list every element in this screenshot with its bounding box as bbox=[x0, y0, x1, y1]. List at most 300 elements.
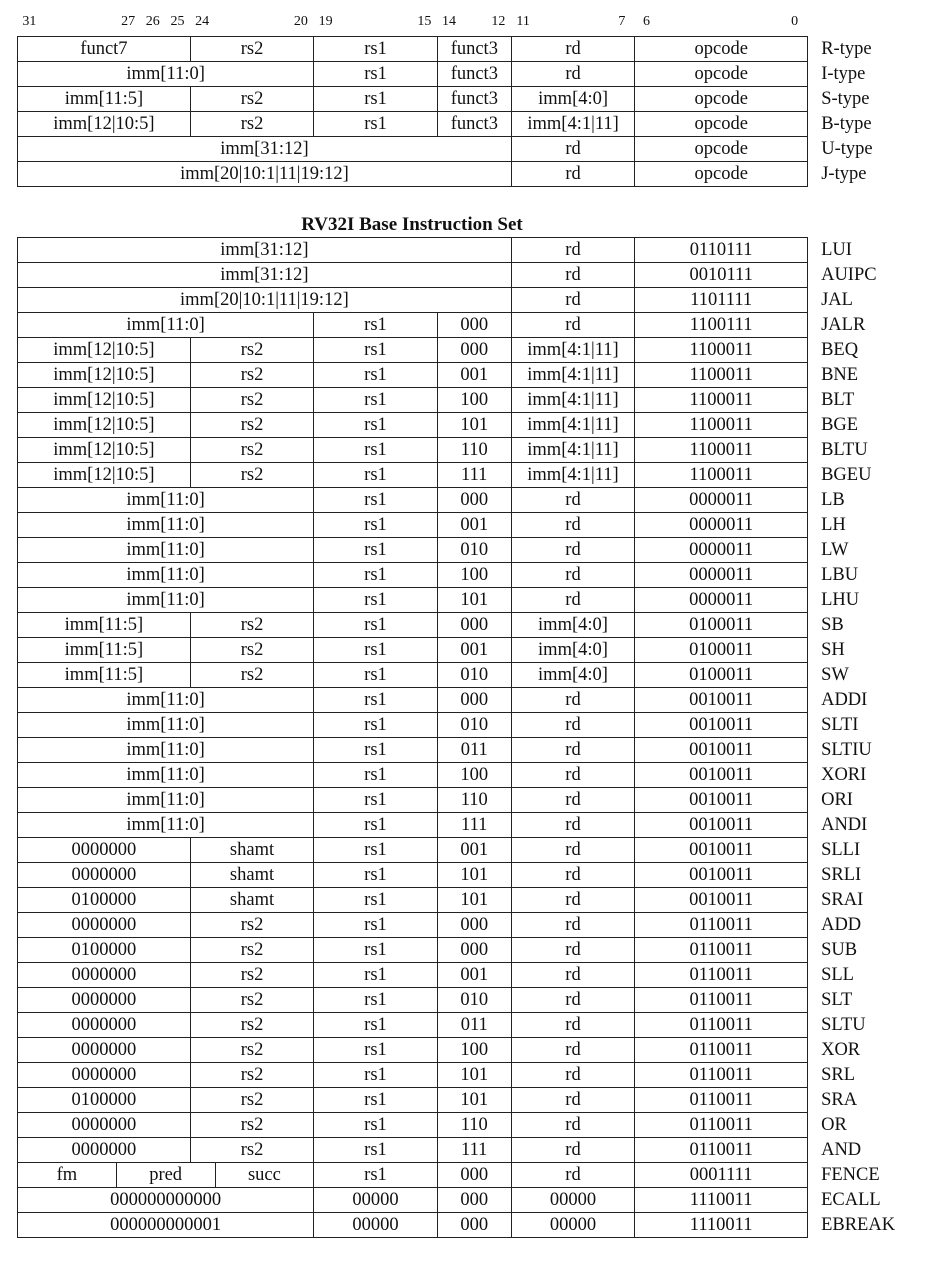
field-cell: rd bbox=[511, 288, 634, 313]
instruction-name: ANDI bbox=[821, 815, 868, 835]
instruction-name: ORI bbox=[821, 790, 853, 810]
field-cell: 000000000001 bbox=[18, 1213, 314, 1238]
field-cell: imm[12|10:5] bbox=[18, 112, 191, 137]
instruction-name: OR bbox=[821, 1115, 847, 1135]
field-cell: 011 bbox=[437, 738, 511, 763]
field-cell: 0110011 bbox=[635, 988, 808, 1013]
bit-position-label: 25 bbox=[170, 14, 185, 29]
format-label: B-type bbox=[821, 114, 872, 134]
format-row bbox=[18, 112, 918, 137]
field-cell: rs2 bbox=[190, 1088, 313, 1113]
instruction-name: SLTIU bbox=[821, 740, 872, 760]
field-cell: imm[11:0] bbox=[18, 488, 314, 513]
field-cell: 0110011 bbox=[635, 1063, 808, 1088]
field-cell: funct3 bbox=[437, 87, 511, 112]
field-cell: 0000011 bbox=[635, 538, 808, 563]
section-title: RV32I Base Instruction Set bbox=[301, 214, 523, 235]
field-cell: shamt bbox=[190, 888, 313, 913]
field-cell: imm[12|10:5] bbox=[18, 388, 191, 413]
field-cell: 010 bbox=[437, 663, 511, 688]
field-cell: rd bbox=[511, 838, 634, 863]
field-cell: imm[11:5] bbox=[18, 663, 191, 688]
instruction-name: BGEU bbox=[821, 465, 872, 485]
instruction-name: LH bbox=[821, 515, 846, 535]
field-cell: rs2 bbox=[190, 388, 313, 413]
field-cell: 0110011 bbox=[635, 938, 808, 963]
field-cell: rs1 bbox=[314, 688, 437, 713]
instruction-name: LB bbox=[821, 490, 845, 510]
instruction-name: EBREAK bbox=[821, 1215, 896, 1235]
bit-position-label: 7 bbox=[618, 14, 626, 29]
instruction-row bbox=[18, 538, 918, 563]
field-cell: rs2 bbox=[190, 988, 313, 1013]
field-cell: rs1 bbox=[314, 738, 437, 763]
bit-position-label: 19 bbox=[318, 14, 333, 29]
field-cell: rs1 bbox=[314, 363, 437, 388]
instruction-row bbox=[18, 1213, 918, 1238]
field-cell: imm[11:0] bbox=[18, 763, 314, 788]
field-cell: rs2 bbox=[190, 938, 313, 963]
field-cell: 010 bbox=[437, 538, 511, 563]
field-cell: rd bbox=[511, 1088, 634, 1113]
bit-position-label: 27 bbox=[121, 14, 136, 29]
field-cell: 0000011 bbox=[635, 588, 808, 613]
field-cell: rd bbox=[511, 1038, 634, 1063]
field-cell: imm[11:0] bbox=[18, 788, 314, 813]
field-cell: rd bbox=[511, 1113, 634, 1138]
field-cell: 0000000 bbox=[18, 1063, 191, 1088]
field-cell: rs1 bbox=[314, 463, 437, 488]
field-cell: rd bbox=[511, 813, 634, 838]
field-cell: 000 bbox=[437, 1213, 511, 1238]
instruction-row bbox=[18, 588, 918, 613]
instruction-row bbox=[18, 663, 918, 688]
field-cell: 000 bbox=[437, 488, 511, 513]
field-cell: funct3 bbox=[437, 62, 511, 87]
field-cell: imm[11:0] bbox=[18, 513, 314, 538]
field-cell: rs1 bbox=[314, 87, 437, 112]
field-cell: 0001111 bbox=[635, 1163, 808, 1188]
field-cell: rd bbox=[511, 313, 634, 338]
instruction-row bbox=[18, 488, 918, 513]
field-cell: 0110011 bbox=[635, 1038, 808, 1063]
field-cell: rs2 bbox=[190, 338, 313, 363]
field-cell: imm[11:5] bbox=[18, 613, 191, 638]
field-cell: 001 bbox=[437, 963, 511, 988]
instruction-row bbox=[18, 813, 918, 838]
field-cell: rs1 bbox=[314, 538, 437, 563]
field-cell: 010 bbox=[437, 988, 511, 1013]
field-cell: rs1 bbox=[314, 838, 437, 863]
rv32i-instruction-table bbox=[17, 237, 918, 1238]
instruction-row bbox=[18, 938, 918, 963]
field-cell: rs2 bbox=[190, 363, 313, 388]
instruction-row bbox=[18, 1088, 918, 1113]
instruction-name: SRA bbox=[821, 1090, 858, 1110]
field-cell: 0110011 bbox=[635, 913, 808, 938]
field-cell: 0000000 bbox=[18, 913, 191, 938]
field-cell: 010 bbox=[437, 713, 511, 738]
field-cell: 100 bbox=[437, 763, 511, 788]
field-cell: rd bbox=[511, 1013, 634, 1038]
instruction-row bbox=[18, 438, 918, 463]
format-row bbox=[18, 87, 918, 112]
field-cell: rd bbox=[511, 62, 634, 87]
instruction-row bbox=[18, 988, 918, 1013]
field-cell: rd bbox=[511, 938, 634, 963]
field-cell: 101 bbox=[437, 413, 511, 438]
field-cell: rd bbox=[511, 888, 634, 913]
field-cell: rs1 bbox=[314, 638, 437, 663]
field-cell: rd bbox=[511, 1063, 634, 1088]
field-cell: opcode bbox=[635, 87, 808, 112]
field-cell: 1101111 bbox=[635, 288, 808, 313]
field-cell: rs1 bbox=[314, 413, 437, 438]
field-cell: rs2 bbox=[190, 438, 313, 463]
field-cell: rs2 bbox=[190, 413, 313, 438]
field-cell: imm[20|10:1|11|19:12] bbox=[18, 162, 512, 187]
instruction-row bbox=[18, 863, 918, 888]
field-cell: rd bbox=[511, 588, 634, 613]
field-cell: rs2 bbox=[190, 112, 313, 137]
field-cell: rs1 bbox=[314, 588, 437, 613]
field-cell: rd bbox=[511, 988, 634, 1013]
field-cell: imm[31:12] bbox=[18, 263, 512, 288]
field-cell: 111 bbox=[437, 813, 511, 838]
field-cell: rd bbox=[511, 788, 634, 813]
field-cell: 110 bbox=[437, 1113, 511, 1138]
field-cell: imm[11:0] bbox=[18, 538, 314, 563]
field-cell: rs2 bbox=[190, 638, 313, 663]
instruction-row bbox=[18, 838, 918, 863]
field-cell: rs2 bbox=[190, 1063, 313, 1088]
field-cell: 100 bbox=[437, 1038, 511, 1063]
instruction-row bbox=[18, 738, 918, 763]
field-cell: imm[4:0] bbox=[511, 87, 634, 112]
instruction-row bbox=[18, 763, 918, 788]
instruction-row bbox=[18, 688, 918, 713]
instruction-name: LBU bbox=[821, 565, 859, 585]
bit-position-label: 14 bbox=[442, 14, 457, 29]
instruction-name: AUIPC bbox=[821, 265, 877, 285]
field-cell: 0110111 bbox=[635, 238, 808, 263]
field-cell: imm[31:12] bbox=[18, 238, 512, 263]
field-cell: imm[11:0] bbox=[18, 738, 314, 763]
field-cell: 1110011 bbox=[635, 1213, 808, 1238]
field-cell: 0010011 bbox=[635, 763, 808, 788]
field-cell: 00000 bbox=[314, 1213, 437, 1238]
field-cell: rs1 bbox=[314, 763, 437, 788]
instruction-row bbox=[18, 413, 918, 438]
format-label: I-type bbox=[821, 64, 866, 84]
instruction-row bbox=[18, 1138, 918, 1163]
field-cell: rs2 bbox=[190, 963, 313, 988]
field-cell: 0100000 bbox=[18, 888, 191, 913]
field-cell: 101 bbox=[437, 863, 511, 888]
bit-position-header bbox=[0, 14, 928, 34]
instruction-formats-table bbox=[17, 36, 918, 187]
instruction-row bbox=[18, 1063, 918, 1088]
field-cell: shamt bbox=[190, 838, 313, 863]
field-cell: rs1 bbox=[314, 1088, 437, 1113]
field-cell: imm[4:1|11] bbox=[511, 413, 634, 438]
bit-position-label: 15 bbox=[417, 14, 432, 29]
field-cell: imm[11:0] bbox=[18, 713, 314, 738]
field-cell: imm[12|10:5] bbox=[18, 413, 191, 438]
instruction-name: ADD bbox=[821, 915, 862, 935]
instruction-name: SRL bbox=[821, 1065, 856, 1085]
field-cell: 0010111 bbox=[635, 263, 808, 288]
field-cell: rs1 bbox=[314, 488, 437, 513]
field-cell: 0010011 bbox=[635, 863, 808, 888]
field-cell: rd bbox=[511, 913, 634, 938]
field-cell: rs2 bbox=[190, 663, 313, 688]
instruction-name: ADDI bbox=[821, 690, 868, 710]
field-cell: rs1 bbox=[314, 388, 437, 413]
instruction-row bbox=[18, 363, 918, 388]
field-cell: imm[4:0] bbox=[511, 663, 634, 688]
instruction-row bbox=[18, 288, 918, 313]
field-cell: imm[12|10:5] bbox=[18, 438, 191, 463]
field-cell: 001 bbox=[437, 513, 511, 538]
field-cell: 0000011 bbox=[635, 488, 808, 513]
field-cell: 001 bbox=[437, 838, 511, 863]
instruction-row bbox=[18, 788, 918, 813]
field-cell: 0110011 bbox=[635, 963, 808, 988]
field-cell: rs1 bbox=[314, 788, 437, 813]
format-label: R-type bbox=[821, 39, 872, 59]
field-cell: imm[11:0] bbox=[18, 588, 314, 613]
instruction-name: SRLI bbox=[821, 865, 862, 885]
format-row bbox=[18, 37, 918, 62]
field-cell: rs1 bbox=[314, 112, 437, 137]
field-cell: shamt bbox=[190, 863, 313, 888]
field-cell: 101 bbox=[437, 888, 511, 913]
field-cell: 0110011 bbox=[635, 1013, 808, 1038]
bit-position-label: 0 bbox=[791, 14, 799, 29]
field-cell: fm bbox=[18, 1163, 117, 1188]
field-cell: rs1 bbox=[314, 713, 437, 738]
field-cell: 110 bbox=[437, 438, 511, 463]
field-cell: rs1 bbox=[314, 963, 437, 988]
field-cell: 0000000 bbox=[18, 838, 191, 863]
instruction-row bbox=[18, 263, 918, 288]
instruction-row bbox=[18, 888, 918, 913]
field-cell: rs1 bbox=[314, 37, 437, 62]
field-cell: rd bbox=[511, 162, 634, 187]
instruction-row bbox=[18, 313, 918, 338]
field-cell: 0000011 bbox=[635, 563, 808, 588]
field-cell: rs1 bbox=[314, 863, 437, 888]
field-cell: rs2 bbox=[190, 463, 313, 488]
field-cell: rs2 bbox=[190, 1113, 313, 1138]
instruction-name: LW bbox=[821, 540, 849, 560]
field-cell: rd bbox=[511, 37, 634, 62]
field-cell: rd bbox=[511, 513, 634, 538]
field-cell: imm[4:1|11] bbox=[511, 438, 634, 463]
field-cell: 0000011 bbox=[635, 513, 808, 538]
instruction-name: SLTI bbox=[821, 715, 859, 735]
bit-position-label: 24 bbox=[195, 14, 210, 29]
field-cell: imm[11:0] bbox=[18, 813, 314, 838]
instruction-name: XORI bbox=[821, 765, 867, 785]
field-cell: 000 bbox=[437, 913, 511, 938]
field-cell: imm[12|10:5] bbox=[18, 463, 191, 488]
field-cell: 0010011 bbox=[635, 838, 808, 863]
field-cell: 100 bbox=[437, 563, 511, 588]
field-cell: 000 bbox=[437, 1188, 511, 1213]
instruction-row bbox=[18, 563, 918, 588]
field-cell: 0000000 bbox=[18, 1138, 191, 1163]
field-cell: rd bbox=[511, 688, 634, 713]
instruction-name: BLTU bbox=[821, 440, 868, 460]
field-cell: rs1 bbox=[314, 1038, 437, 1063]
instruction-name: SRAI bbox=[821, 890, 864, 910]
instruction-name: LHU bbox=[821, 590, 860, 610]
bit-position-label: 20 bbox=[293, 14, 308, 29]
field-cell: imm[11:5] bbox=[18, 638, 191, 663]
field-cell: funct3 bbox=[437, 37, 511, 62]
field-cell: opcode bbox=[635, 62, 808, 87]
field-cell: 0100011 bbox=[635, 638, 808, 663]
instruction-name: JAL bbox=[821, 290, 853, 310]
field-cell: rd bbox=[511, 263, 634, 288]
field-cell: rs1 bbox=[314, 1138, 437, 1163]
field-cell: 101 bbox=[437, 1088, 511, 1113]
field-cell: imm[20|10:1|11|19:12] bbox=[18, 288, 512, 313]
field-cell: rd bbox=[511, 1138, 634, 1163]
field-cell: imm[4:0] bbox=[511, 638, 634, 663]
instruction-row bbox=[18, 238, 918, 263]
field-cell: 101 bbox=[437, 588, 511, 613]
field-cell: rs1 bbox=[314, 613, 437, 638]
field-cell: rs1 bbox=[314, 62, 437, 87]
field-cell: 1100011 bbox=[635, 413, 808, 438]
instruction-row bbox=[18, 713, 918, 738]
field-cell: imm[4:0] bbox=[511, 613, 634, 638]
field-cell: 0010011 bbox=[635, 888, 808, 913]
field-cell: rs1 bbox=[314, 1013, 437, 1038]
instruction-name: BLT bbox=[821, 390, 855, 410]
field-cell: rs1 bbox=[314, 663, 437, 688]
bit-position-label: 12 bbox=[491, 14, 506, 29]
format-label: S-type bbox=[821, 89, 870, 109]
field-cell: rs1 bbox=[314, 988, 437, 1013]
field-cell: 0000000 bbox=[18, 1038, 191, 1063]
field-cell: rs2 bbox=[190, 37, 313, 62]
instruction-name: XOR bbox=[821, 1040, 861, 1060]
field-cell: rs1 bbox=[314, 938, 437, 963]
bit-position-label: 11 bbox=[516, 14, 530, 29]
field-cell: 0100000 bbox=[18, 938, 191, 963]
field-cell: 0000000 bbox=[18, 1113, 191, 1138]
field-cell: 000 bbox=[437, 938, 511, 963]
field-cell: rs2 bbox=[190, 1013, 313, 1038]
field-cell: 1100011 bbox=[635, 363, 808, 388]
field-cell: rs1 bbox=[314, 913, 437, 938]
field-cell: rd bbox=[511, 488, 634, 513]
field-cell: rd bbox=[511, 238, 634, 263]
field-cell: imm[4:1|11] bbox=[511, 388, 634, 413]
field-cell: imm[11:0] bbox=[18, 563, 314, 588]
field-cell: rd bbox=[511, 763, 634, 788]
field-cell: opcode bbox=[635, 112, 808, 137]
instruction-row bbox=[18, 1038, 918, 1063]
field-cell: rd bbox=[511, 713, 634, 738]
field-cell: 1100111 bbox=[635, 313, 808, 338]
bit-position-label: 26 bbox=[145, 14, 160, 29]
field-cell: 000 bbox=[437, 313, 511, 338]
field-cell: 110 bbox=[437, 788, 511, 813]
field-cell: 000000000000 bbox=[18, 1188, 314, 1213]
field-cell: funct7 bbox=[18, 37, 191, 62]
field-cell: 011 bbox=[437, 1013, 511, 1038]
field-cell: rs1 bbox=[314, 513, 437, 538]
field-cell: rs1 bbox=[314, 1063, 437, 1088]
instruction-name: JALR bbox=[821, 315, 866, 335]
field-cell: rs1 bbox=[314, 813, 437, 838]
field-cell: opcode bbox=[635, 162, 808, 187]
field-cell: 000 bbox=[437, 613, 511, 638]
instruction-name: SLT bbox=[821, 990, 853, 1010]
field-cell: 001 bbox=[437, 638, 511, 663]
instruction-row bbox=[18, 1013, 918, 1038]
field-cell: rs1 bbox=[314, 1163, 437, 1188]
field-cell: rs1 bbox=[314, 338, 437, 363]
field-cell: 1100011 bbox=[635, 438, 808, 463]
instruction-row bbox=[18, 513, 918, 538]
field-cell: rd bbox=[511, 538, 634, 563]
instruction-row bbox=[18, 1188, 918, 1213]
field-cell: 0010011 bbox=[635, 738, 808, 763]
field-cell: rd bbox=[511, 563, 634, 588]
field-cell: 1100011 bbox=[635, 338, 808, 363]
field-cell: imm[4:1|11] bbox=[511, 338, 634, 363]
field-cell: funct3 bbox=[437, 112, 511, 137]
instruction-row bbox=[18, 463, 918, 488]
field-cell: 0000000 bbox=[18, 863, 191, 888]
field-cell: imm[11:0] bbox=[18, 688, 314, 713]
format-label: J-type bbox=[821, 164, 867, 184]
field-cell: rs1 bbox=[314, 888, 437, 913]
field-cell: pred bbox=[116, 1163, 215, 1188]
field-cell: succ bbox=[215, 1163, 314, 1188]
instruction-name: LUI bbox=[821, 240, 852, 260]
field-cell: 0110011 bbox=[635, 1138, 808, 1163]
field-cell: 1100011 bbox=[635, 463, 808, 488]
instruction-row bbox=[18, 1163, 918, 1188]
field-cell: 0100000 bbox=[18, 1088, 191, 1113]
field-cell: rs1 bbox=[314, 313, 437, 338]
instruction-row bbox=[18, 638, 918, 663]
instruction-name: SH bbox=[821, 640, 845, 660]
instruction-name: SLL bbox=[821, 965, 854, 985]
field-cell: 0000000 bbox=[18, 963, 191, 988]
instruction-name: ECALL bbox=[821, 1190, 881, 1210]
bit-position-label: 31 bbox=[22, 14, 37, 29]
field-cell: imm[12|10:5] bbox=[18, 338, 191, 363]
field-cell: 1100011 bbox=[635, 388, 808, 413]
instruction-name: BEQ bbox=[821, 340, 859, 360]
field-cell: rs2 bbox=[190, 87, 313, 112]
field-cell: 0100011 bbox=[635, 663, 808, 688]
field-cell: rs2 bbox=[190, 613, 313, 638]
field-cell: rs1 bbox=[314, 438, 437, 463]
field-cell: 0000000 bbox=[18, 988, 191, 1013]
instruction-name: SW bbox=[821, 665, 849, 685]
field-cell: imm[31:12] bbox=[18, 137, 512, 162]
instruction-name: SLLI bbox=[821, 840, 861, 860]
